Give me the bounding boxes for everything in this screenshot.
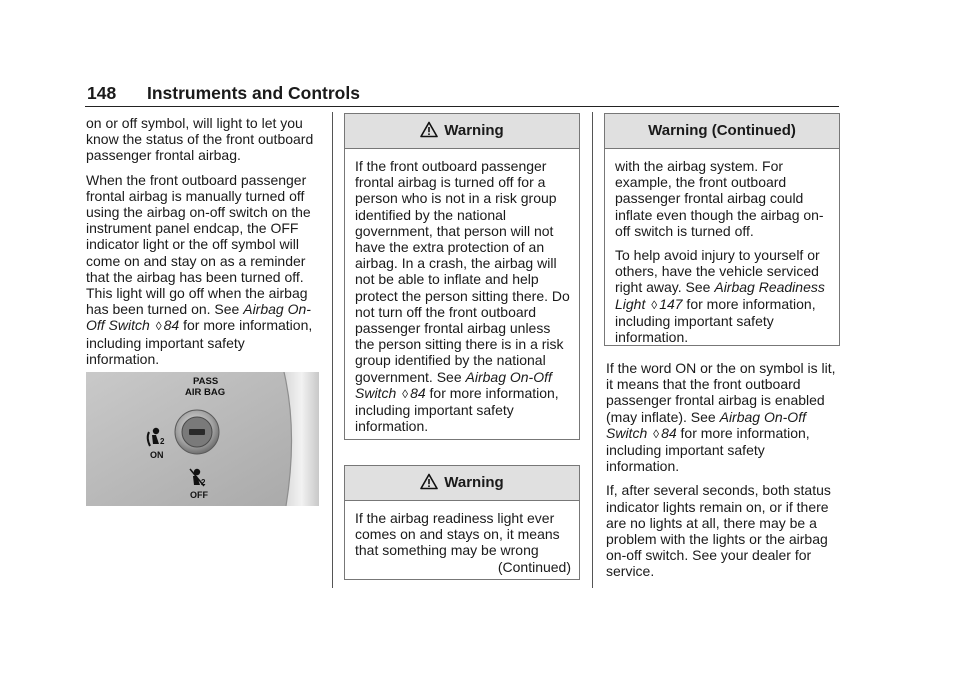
warning-header	[605, 114, 839, 149]
page-reference-icon: ◊	[155, 319, 162, 334]
cross-reference-link[interactable]: Airbag On-Off Switch	[355, 368, 552, 401]
page-reference-icon: ◊	[653, 426, 660, 441]
cross-reference-link[interactable]: Airbag On-Off Switch	[86, 301, 311, 334]
page-reference[interactable]: 147	[659, 295, 683, 312]
paragraph: If, after several seconds, both status indicator lights remain on, or if there are no lights at all, there may be a problem with the lights or the airbag on-off switch. See your dealer for service.	[606, 482, 831, 580]
continued-label: (Continued)	[497, 558, 571, 575]
warning-body: If the airbag readiness light ever comes on and stays on, it means that something may be wrong (Continued)	[355, 510, 571, 575]
warning-header	[345, 466, 579, 501]
paragraph: with the airbag system. For example, the front outboard passenger frontal airbag could inflate even though the airbag on-off switch is turned off.	[615, 158, 824, 239]
label-pass: PASS	[193, 376, 219, 387]
warning-triangle-icon	[420, 121, 438, 138]
page-title: Instruments and Controls	[147, 83, 360, 103]
label-on: ON	[150, 450, 164, 460]
airbag-switch-photo	[86, 372, 319, 506]
cross-reference-link[interactable]: Airbag On-Off Switch	[606, 408, 806, 441]
warning-title: Warning (Continued)	[648, 122, 796, 139]
warning-title: Warning	[444, 474, 504, 491]
column-divider-left	[332, 112, 333, 588]
warning-body	[605, 149, 839, 353]
paragraph: on or off symbol, will light to let you know the status of the front outboard passenger frontal airbag.	[86, 115, 314, 164]
key-switch-icon	[175, 410, 219, 454]
page-reference[interactable]: 84	[410, 384, 426, 401]
label-sub-2-off: 2	[201, 478, 206, 487]
warning-box	[344, 465, 580, 580]
label-off: OFF	[190, 490, 208, 500]
page-reference-icon: ◊	[651, 297, 658, 312]
paragraph: When the front outboard passenger frontal airbag is manually turned off using the airbag on-off switch on the instrument panel endcap, the OFF indicator light or the off symbol will come on and stay on as a reminder that the airbag has been turned off. This light will go off when the airbag has been turned on. See Airbag On-Off Switch ◊ 84 for more information, including important safety information.	[86, 171, 313, 367]
page-reference[interactable]: 84	[163, 317, 180, 334]
column-right	[606, 360, 841, 588]
column-divider-right	[592, 112, 593, 588]
page-reference-icon: ◊	[402, 386, 409, 401]
page-header	[85, 82, 839, 107]
warning-header	[345, 114, 579, 149]
warning-box	[344, 113, 580, 440]
warning-box-continued	[604, 113, 840, 346]
column-left	[86, 115, 321, 375]
cross-reference-link[interactable]: Airbag Readiness Light	[615, 279, 825, 312]
paragraph: If the word ON or the on symbol is lit, it means that the front outboard passenger frontal airbag is enabled (may inflate). See Airbag On-Off Switch ◊ 84 for more information, including important safety information.	[606, 360, 836, 475]
warning-title: Warning	[444, 122, 504, 139]
label-air-bag: AIR BAG	[185, 387, 226, 398]
paragraph: To help avoid injury to yourself or others, have the vehicle serviced right away. See Airbag Readiness Light ◊ 147 for more information, including important safety information.	[615, 247, 825, 346]
label-sub-2-on: 2	[160, 437, 165, 446]
warning-body: If the front outboard passenger frontal airbag is turned off for a person who is not in a risk group identified by the national government, that person will not have the extra protection of an airbag. In a crash, the airbag will not be able to inflate and help protect the person sitting there. Do not turn off the front outboard passenger frontal airbag unless the person sitting there is in a risk group identified by the national government. See Airbag On-Off Switch ◊ 84 for more information, including important safety information.	[355, 158, 570, 435]
page-number: 148	[87, 83, 117, 103]
page-reference[interactable]: 84	[661, 424, 677, 441]
warning-triangle-icon	[420, 473, 438, 490]
